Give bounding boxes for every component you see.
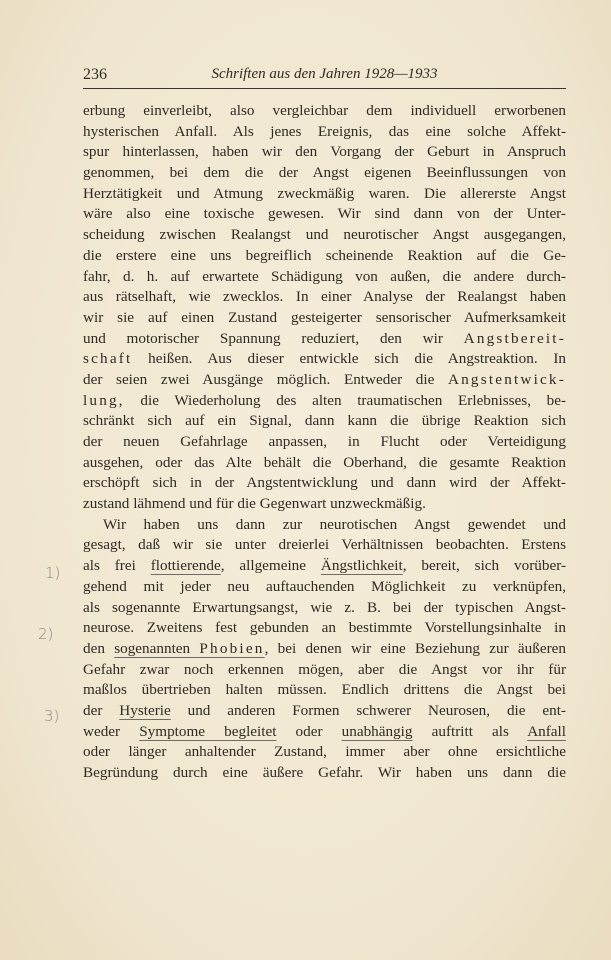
text-line [83, 515, 566, 536]
text-segment: den [83, 639, 115, 657]
text-line [83, 391, 566, 412]
text-segment: fahr, d. h. auf erwartete Schädigung von außen, die andere durch- [83, 267, 566, 285]
text-line [83, 329, 566, 350]
text-segment: wir sie auf einen Zustand gesteigerter sensorischer Aufmerksamkeit [83, 308, 566, 326]
text-segment: aus rätselhaft, wie zwecklos. In einer Analyse der Realangst haben [83, 288, 566, 306]
text-segment: und motorischer Spannung reduziert, den wir [83, 329, 464, 347]
text-segment: erbung einverleibt, also vergleichbar dem individuell erworbenen [83, 102, 566, 119]
text-line [83, 680, 566, 701]
text-line [83, 411, 566, 432]
text-segment: der seien zwei Ausgänge möglich. Entweder die [83, 370, 448, 388]
text-line [83, 432, 566, 453]
emphasized-text: Angstentwick- [447, 370, 566, 388]
text-segment: neurose. Zweitens fest gebunden an bestimmte Vorstellungsinhalte in [83, 619, 566, 637]
text-segment: der neuen Gefahrlage anpassen, in Flucht oder Verteidigung [83, 433, 566, 450]
margin-note-1: 1) [45, 564, 61, 582]
text-segment: und anderen Formen schwerer Neurosen, die ent- [170, 701, 566, 719]
text-segment: erschöpft sich in der Angstentwicklung und dann wird der Affekt- [83, 474, 566, 492]
text-segment: zustand lähmend und für die Gegenwart unzweckmäßig. [83, 495, 426, 513]
emphasized-text: Phobien [199, 639, 265, 657]
text-line [83, 184, 566, 205]
underlined-text: unabhängig [341, 722, 413, 740]
text-segment: als frei [83, 557, 151, 575]
text-line [83, 142, 566, 163]
text-segment: heißen. Aus dieser entwickle sich die Angstreaktion. In [132, 350, 566, 368]
text-line [83, 701, 566, 722]
text-line [83, 349, 566, 370]
page-number: 236 [83, 66, 107, 83]
page-header [83, 64, 566, 89]
text-line [83, 556, 566, 577]
text-segment: oder länger anhaltender Zustand, immer aber ohne ersichtliche [83, 743, 566, 761]
text-segment: Herztätigkeit und Atmung zweckmäßig waren. Die allererste Angst [83, 184, 566, 202]
emphasized-text: schaft [83, 350, 133, 368]
text-line [83, 639, 566, 660]
text-line [83, 101, 566, 122]
body-text [83, 101, 566, 784]
margin-note-2: 2) [38, 625, 54, 643]
text-segment: maßlos übertrieben halten müssen. Endlich drittens die Angst bei [83, 681, 566, 699]
text-line [83, 225, 566, 246]
text-segment: gehend mit jeder neu auftauchenden Möglichkeit zu verknüpfen, [83, 577, 566, 595]
underlined-text: Ängstlichkeit [320, 557, 403, 575]
text-segment: die Wiederholung des alten traumatischen Erlebnisses, be- [124, 391, 566, 409]
text-line [83, 660, 566, 681]
emphasized-text: Angstbereit- [463, 329, 566, 347]
text-line [83, 535, 566, 556]
text-line [83, 473, 566, 494]
text-segment: genommen, bei dem die der Angst eigenen Beeinflussungen von [83, 164, 566, 182]
text-line [83, 453, 566, 474]
text-segment: auftritt als [412, 722, 528, 740]
text-line [83, 163, 566, 184]
text-line [83, 204, 566, 225]
text-segment: als sogenannte Erwartungsangst, wie z. B. bei der typischen Angst- [83, 598, 566, 616]
text-line [83, 122, 566, 143]
text-line [83, 722, 566, 743]
emphasized-text: lung, [83, 391, 125, 409]
text-line [83, 370, 566, 391]
underlined-text: Anfall [527, 722, 566, 740]
text-segment: Begründung durch eine äußere Gefahr. Wir haben uns dann die [83, 764, 566, 781]
text-segment: oder [276, 722, 342, 740]
text-segment: weder [83, 722, 140, 740]
text-line [83, 577, 566, 598]
text-line [83, 308, 566, 329]
text-segment: hysterischen Anfall. Als jenes Ereignis, das eine solche Affekt- [83, 122, 566, 140]
text-line [83, 287, 566, 308]
underlined-text: Symptome begleitet [139, 722, 277, 740]
text-segment: , allgemeine [220, 557, 321, 575]
text-line [83, 763, 566, 784]
underlined-text: sogenannten [114, 639, 200, 657]
text-segment: Wir haben uns dann zur neurotischen Angst gewendet und [103, 515, 566, 533]
text-segment: der [83, 701, 120, 719]
text-segment: spur hinterlassen, haben wir den Vorgang der Geburt in Anspruch [83, 143, 566, 161]
text-segment: wäre also eine toxische gewesen. Wir sind dann von der Unter- [83, 205, 566, 223]
running-title: Schriften aus den Jahren 1928—1933 [211, 66, 438, 82]
text-line [83, 494, 566, 515]
underlined-text: flottierende [150, 557, 221, 575]
text-segment: , bei denen wir eine Beziehung zur äußeren [264, 639, 566, 657]
text-line [83, 246, 566, 267]
text-segment: Gefahr zwar noch erkennen mögen, aber die Angst vor ihr für [83, 660, 566, 678]
text-segment: schränkt sich auf ein Signal, dann kann die übrige Reaktion sich [83, 412, 566, 430]
text-segment: , bereit, sich vorüber- [402, 557, 567, 575]
text-line [83, 598, 566, 619]
text-segment: die erstere eine uns begreiflich scheinende Reaktion auf die Ge- [83, 246, 566, 264]
text-line [83, 618, 566, 639]
text-line [83, 267, 566, 288]
text-segment: gesagt, daß wir sie unter dreierlei Verhältnissen beobachten. Erstens [83, 536, 566, 554]
text-segment: scheidung zwischen Realangst und neurotischer Angst ausgegangen, [83, 226, 566, 244]
text-line [83, 742, 566, 763]
margin-note-3: 3) [44, 707, 60, 725]
underlined-text: Hysterie [119, 701, 171, 719]
text-segment: ausgehen, oder das Alte behält die Oberhand, die gesamte Reaktion [83, 453, 566, 471]
